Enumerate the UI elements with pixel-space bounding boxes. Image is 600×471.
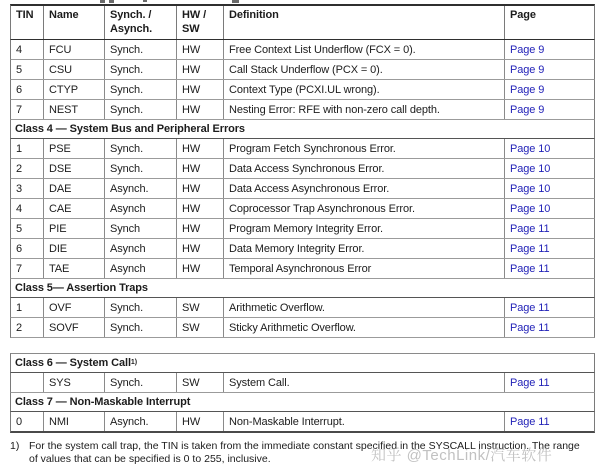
tin-cell: 0 (16, 415, 23, 428)
page-cell (504, 373, 596, 392)
page-link[interactable]: Page 11 (510, 262, 550, 275)
page-link[interactable]: Page 9 (510, 63, 545, 76)
tin-cell: 4 (16, 202, 23, 215)
sync-cell: Asynch. (104, 412, 176, 431)
tin-cell: 2 (16, 162, 23, 175)
sync-cell: Synch. (104, 40, 176, 59)
page-cell (504, 80, 596, 99)
table-row-sovf (10, 318, 595, 338)
name-cell: NMI (43, 412, 104, 431)
name-cell: FCU (43, 40, 104, 59)
table-row-ctyp (10, 80, 595, 100)
name-cell: SYS (43, 373, 104, 392)
page-cell (504, 159, 596, 178)
sync-cell: Synch. (104, 318, 176, 337)
table-segment-1 (10, 40, 595, 338)
definition-cell: Program Fetch Synchronous Error. (223, 139, 504, 158)
table-row-dae (10, 179, 595, 199)
tin-cell: 6 (16, 242, 23, 255)
sync-cell: Synch. (104, 298, 176, 317)
table-segment-2 (10, 353, 595, 433)
definition-cell: Program Memory Integrity Error. (223, 219, 504, 238)
definition-cell: Nesting Error: RFE with non-zero call depth. (223, 100, 504, 119)
hw-sw-cell: SW (176, 298, 223, 317)
table-row-ovf (10, 298, 595, 318)
sync-cell: Synch. (104, 139, 176, 158)
table-row-die (10, 239, 595, 259)
page-cell (504, 259, 596, 278)
page-cell (504, 199, 596, 218)
table-row-fcu (10, 40, 595, 60)
page-cell (504, 239, 596, 258)
page-cell (504, 179, 596, 198)
definition-cell: Data Memory Integrity Error. (223, 239, 504, 258)
hw-sw-cell: HW (176, 60, 223, 79)
header-hw-sw: HW / SW (176, 6, 223, 39)
header-page: Page (504, 6, 596, 39)
page-link[interactable]: Page 11 (510, 415, 550, 428)
sync-cell: Synch. (104, 80, 176, 99)
hw-sw-cell: HW (176, 412, 223, 431)
hw-sw-cell: HW (176, 239, 223, 258)
definition-cell: Coprocessor Trap Asynchronous Error. (223, 199, 504, 218)
definition-cell: Sticky Arithmetic Overflow. (223, 318, 504, 337)
page-link[interactable]: Page 11 (510, 242, 550, 255)
definition-cell: Non-Maskable Interrupt. (223, 412, 504, 431)
sync-cell: Synch. (104, 159, 176, 178)
hw-sw-cell: HW (176, 199, 223, 218)
tin-cell: 1 (16, 142, 23, 155)
trap-table (10, 4, 595, 433)
page-link[interactable]: Page 9 (510, 103, 545, 116)
definition-cell: Data Access Asynchronous Error. (223, 179, 504, 198)
table-row-nest (10, 100, 595, 120)
clipped-text-artifact (143, 0, 147, 2)
tin-cell: 5 (16, 222, 23, 235)
page-link[interactable]: Page 10 (510, 162, 551, 175)
tin-cell: 4 (16, 43, 23, 56)
section-header-class-5 (10, 279, 595, 298)
page-cell (504, 412, 596, 431)
tin-cell: 2 (16, 321, 23, 334)
tin-cell: 3 (16, 182, 23, 195)
hw-sw-cell: HW (176, 139, 223, 158)
page-cell (504, 298, 596, 317)
section-header-class-4 (10, 120, 595, 139)
name-cell: OVF (43, 298, 104, 317)
definition-cell: Context Type (PCXI.UL wrong). (223, 80, 504, 99)
hw-sw-cell: HW (176, 100, 223, 119)
hw-sw-cell: HW (176, 259, 223, 278)
table-row-sys (10, 373, 595, 393)
page-link[interactable]: Page 10 (510, 182, 551, 195)
definition-cell: Data Access Synchronous Error. (223, 159, 504, 178)
hw-sw-cell: HW (176, 219, 223, 238)
page-link[interactable]: Page 10 (510, 202, 551, 215)
table-row-tae (10, 259, 595, 279)
footnote-text: For the system call trap, the TIN is taken from the immediate constant specified in the SYSCALL instruction. The range of values that can be specified is 0 to 255, inclusive. (29, 440, 580, 466)
clipped-text-artifact (232, 0, 239, 3)
page-link[interactable]: Page 10 (510, 142, 551, 155)
header-name: Name (43, 6, 104, 39)
table-row-csu (10, 60, 595, 80)
table-row-pie (10, 219, 595, 239)
sync-cell: Asynch (104, 239, 176, 258)
hw-sw-cell: HW (176, 40, 223, 59)
sync-cell: Synch (104, 219, 176, 238)
header-definition: Definition (223, 6, 504, 39)
section-header-class-7 (10, 393, 595, 412)
clipped-text-artifact (100, 0, 105, 3)
page-cell (504, 318, 596, 337)
tin-cell: 5 (16, 63, 23, 76)
hw-sw-cell: HW (176, 179, 223, 198)
page-cell (504, 40, 596, 59)
table-row-nmi (10, 412, 595, 433)
name-cell: TAE (43, 259, 104, 278)
tin-cell: 7 (16, 262, 23, 275)
watermark: 知乎 @TechLink/汽车软件 (371, 447, 553, 464)
header-synch-asynch: Synch. / Asynch. (104, 6, 176, 39)
definition-cell: Arithmetic Overflow. (223, 298, 504, 317)
name-cell: PSE (43, 139, 104, 158)
name-cell: PIE (43, 219, 104, 238)
page-cell (504, 60, 596, 79)
tin-cell: 7 (16, 103, 23, 116)
sync-cell: Synch. (104, 60, 176, 79)
sync-cell: Asynch (104, 199, 176, 218)
page-link[interactable]: Page 9 (510, 83, 545, 96)
table-row-pse (10, 139, 595, 159)
section-title: Class 5— Assertion Traps (15, 282, 148, 294)
name-cell: CTYP (43, 80, 104, 99)
page-link[interactable]: Page 11 (510, 321, 550, 334)
header-tin: TIN (16, 9, 34, 21)
section-title: Class 7 — Non-Maskable Interrupt (15, 396, 191, 408)
name-cell: DAE (43, 179, 104, 198)
definition-cell: Temporal Asynchronous Error (223, 259, 504, 278)
definition-cell: Free Context List Underflow (FCX = 0). (223, 40, 504, 59)
page-link[interactable]: Page 11 (510, 376, 550, 389)
hw-sw-cell: HW (176, 159, 223, 178)
page-link[interactable]: Page 9 (510, 43, 545, 56)
tin-cell: 6 (16, 83, 23, 96)
definition-cell: Call Stack Underflow (PCX = 0). (223, 60, 504, 79)
page-cell (504, 219, 596, 238)
hw-sw-cell: SW (176, 318, 223, 337)
sync-cell: Asynch. (104, 179, 176, 198)
name-cell: CAE (43, 199, 104, 218)
name-cell: SOVF (43, 318, 104, 337)
hw-sw-cell: HW (176, 80, 223, 99)
clipped-text-artifact (109, 0, 114, 3)
definition-cell: System Call. (223, 373, 504, 392)
page-cell (504, 100, 596, 119)
hw-sw-cell: SW (176, 373, 223, 392)
sync-cell: Synch. (104, 373, 176, 392)
page-cell (504, 139, 596, 158)
table-row-cae (10, 199, 595, 219)
footnote-marker: 1) (10, 440, 20, 452)
name-cell: NEST (43, 100, 104, 119)
page-link[interactable]: Page 11 (510, 301, 550, 314)
name-cell: CSU (43, 60, 104, 79)
section-header-class-6: Class 6 — System Call 1) (10, 353, 595, 373)
tin-cell (11, 373, 43, 392)
table-header-row (10, 4, 595, 40)
sync-cell: Synch. (104, 100, 176, 119)
name-cell: DSE (43, 159, 104, 178)
sync-cell: Asynch (104, 259, 176, 278)
table-row-dse (10, 159, 595, 179)
tin-cell: 1 (16, 301, 23, 314)
section-title: Class 4 — System Bus and Peripheral Errors (15, 123, 245, 135)
section-title: Class 6 — System Call (15, 357, 131, 369)
name-cell: DIE (43, 239, 104, 258)
page-link[interactable]: Page 11 (510, 222, 550, 235)
